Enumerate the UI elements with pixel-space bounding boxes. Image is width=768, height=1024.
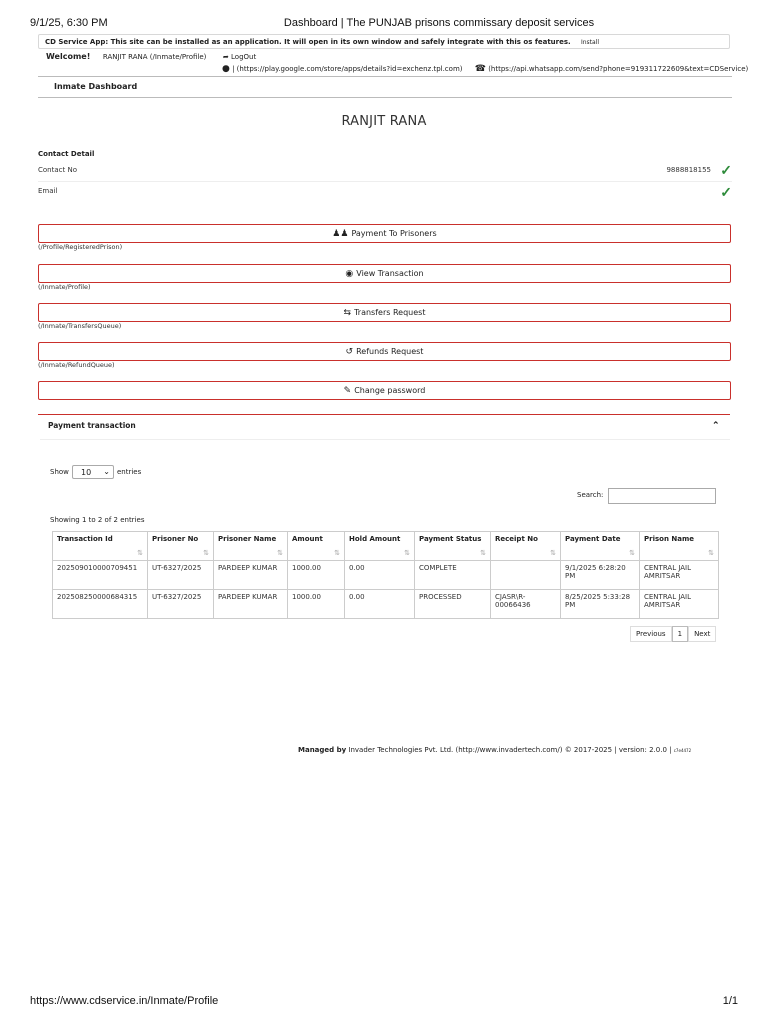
- payment-to-prisoners-url: (/Profile/RegisteredPrison): [38, 243, 123, 251]
- dashboard-title: Inmate Dashboard: [54, 82, 138, 91]
- footer-text: Invader Technologies Pvt. Ltd. (http://www.invadertech.com/) © 2017-2025 | version: 2.0.0 |: [346, 746, 672, 754]
- pagination: [630, 626, 716, 642]
- sort-icon: ⇅: [334, 549, 340, 557]
- table-cell: UT-6327/2025: [148, 561, 214, 590]
- print-title-text: Dashboard | The PUNJAB prisons commissary deposit services: [283, 17, 595, 29]
- payment-transaction-title: Payment transaction: [48, 421, 136, 430]
- showing-entries-info: Showing 1 to 2 of 2 entries: [50, 516, 145, 524]
- refunds-request-label: Refunds Request: [356, 347, 424, 356]
- column-header-label: Payment Date: [565, 535, 621, 543]
- panel-top-border: [38, 414, 730, 415]
- page-1-button[interactable]: 1: [672, 626, 688, 642]
- entries-per-page-select[interactable]: [72, 465, 114, 479]
- logout-link[interactable]: [223, 53, 256, 61]
- column-header[interactable]: [415, 532, 491, 561]
- entries-per-page-value: 10: [81, 468, 92, 477]
- print-datetime: 9/1/25, 6:30 PM: [30, 17, 108, 29]
- print-url: https://www.cdservice.in/Inmate/Profile: [30, 995, 219, 1007]
- sort-icon: ⇅: [629, 549, 635, 557]
- column-header[interactable]: [288, 532, 345, 561]
- chevron-down-icon: ⌄: [103, 467, 110, 476]
- column-header[interactable]: [214, 532, 288, 561]
- entries-label: entries: [117, 468, 142, 476]
- header-divider: [38, 76, 732, 77]
- panel-header-divider: [40, 439, 730, 440]
- inmate-name: RANJIT RANA: [341, 114, 427, 129]
- logout-icon: ➦: [222, 53, 229, 61]
- welcome-text: Welcome!: [46, 52, 91, 61]
- eye-icon: ◉: [345, 269, 354, 279]
- welcome-row: [46, 52, 256, 61]
- column-header[interactable]: [561, 532, 640, 561]
- view-transaction-button[interactable]: [38, 264, 731, 283]
- table-cell: 202509010000709451: [53, 561, 148, 590]
- user-profile-link[interactable]: RANJIT RANA (/Inmate/Profile): [102, 53, 207, 61]
- table-cell: CENTRAL JAIL AMRITSAR: [640, 590, 719, 619]
- column-header-label: Hold Amount: [349, 535, 401, 543]
- column-header[interactable]: [53, 532, 148, 561]
- column-header-label: Prisoner Name: [218, 535, 277, 543]
- table-header-row: [53, 532, 719, 561]
- sort-icon: ⇅: [277, 549, 283, 557]
- column-header[interactable]: [345, 532, 415, 561]
- pencil-icon: ✎: [343, 386, 352, 396]
- transfers-request-url: (/Inmate/TransfersQueue): [38, 322, 122, 330]
- view-transaction-label: View Transaction: [356, 269, 424, 278]
- users-icon: ♟♟: [332, 229, 349, 239]
- table-cell: CENTRAL JAIL AMRITSAR: [640, 561, 719, 590]
- column-header[interactable]: [491, 532, 561, 561]
- column-header[interactable]: [640, 532, 719, 561]
- column-header-label: Transaction Id: [57, 535, 113, 543]
- column-header-label: Receipt No: [495, 535, 538, 543]
- print-page-number: 1/1: [722, 995, 738, 1007]
- android-icon: ●: [222, 64, 230, 74]
- contact-divider: [38, 181, 732, 182]
- sort-icon: ⇅: [708, 549, 714, 557]
- sort-icon: ⇅: [550, 549, 556, 557]
- footer-build-hash: c7e4472: [673, 748, 692, 753]
- table-row: [53, 561, 719, 590]
- payment-to-prisoners-button[interactable]: [38, 224, 731, 243]
- search-input[interactable]: [608, 488, 716, 504]
- footer: [298, 746, 691, 754]
- install-banner: [38, 34, 730, 49]
- refunds-request-url: (/Inmate/RefundQueue): [38, 361, 115, 369]
- contact-heading: Contact Detail: [38, 150, 95, 158]
- column-header-label: Amount: [292, 535, 323, 543]
- app-links-row: [222, 64, 748, 74]
- table-cell: PARDEEP KUMAR: [214, 561, 288, 590]
- transfers-request-label: Transfers Request: [354, 308, 426, 317]
- contact-no-label: Contact No: [38, 166, 77, 174]
- search-label: Search:: [577, 491, 604, 499]
- whatsapp-url: (https://api.whatsapp.com/send?phone=919311722609&text=CDService): [488, 65, 749, 73]
- change-password-button[interactable]: [38, 381, 731, 400]
- title-divider: [38, 97, 732, 98]
- sort-icon: ⇅: [137, 549, 143, 557]
- payment-transaction-table: [52, 531, 719, 619]
- play-store-link[interactable]: | (https://play.google.com/store/apps/details?id=exchenz.tpl.com): [232, 65, 463, 73]
- exchange-icon: ⇆: [343, 308, 352, 318]
- column-header-label: Payment Status: [419, 535, 482, 543]
- transfers-request-button[interactable]: [38, 303, 731, 322]
- banner-app-name: CD Service App:: [45, 38, 109, 46]
- whatsapp-icon: ☎: [474, 64, 486, 74]
- table-cell: 1000.00: [288, 561, 345, 590]
- print-page-title: [0, 17, 768, 29]
- banner-message: This site can be installed as an application. It will open in its own window and safely integrate with this os features.: [108, 38, 571, 46]
- refunds-request-button[interactable]: [38, 342, 731, 361]
- payment-to-prisoners-label: Payment To Prisoners: [351, 229, 437, 238]
- table-cell: PARDEEP KUMAR: [214, 590, 288, 619]
- previous-page-button[interactable]: Previous: [630, 626, 672, 642]
- undo-icon: ↺: [345, 347, 354, 357]
- show-label: Show: [50, 468, 69, 476]
- column-header-label: Prisoner No: [152, 535, 199, 543]
- column-header-label: Prison Name: [644, 535, 695, 543]
- table-cell: 1000.00: [288, 590, 345, 619]
- table-cell: 0.00: [345, 590, 415, 619]
- sort-icon: ⇅: [203, 549, 209, 557]
- table-cell: 9/1/2025 6:28:20 PM: [561, 561, 640, 590]
- change-password-label: Change password: [354, 386, 426, 395]
- whatsapp-link[interactable]: [475, 65, 749, 73]
- table-cell: PROCESSED: [415, 590, 491, 619]
- view-transaction-url: (/Inmate/Profile): [38, 283, 91, 291]
- email-label: Email: [38, 187, 58, 195]
- table-cell: 0.00: [345, 561, 415, 590]
- table-cell: [491, 561, 561, 590]
- column-header[interactable]: [148, 532, 214, 561]
- email-verified-check-icon: ✓: [720, 184, 732, 200]
- table-cell: 202508250000684315: [53, 590, 148, 619]
- table-cell: 8/25/2025 5:33:28 PM: [561, 590, 640, 619]
- footer-managed-by: Managed by: [298, 746, 347, 754]
- sort-icon: ⇅: [404, 549, 410, 557]
- table-cell: CJASR\R-00066436: [491, 590, 561, 619]
- chevron-up-icon[interactable]: ⌃: [712, 420, 720, 430]
- table-row: [53, 590, 719, 619]
- sort-icon: ⇅: [480, 549, 486, 557]
- logout-label: LogOut: [231, 53, 257, 61]
- phone-verified-check-icon: ✓: [720, 162, 732, 178]
- install-button[interactable]: Install: [580, 39, 599, 46]
- table-cell: COMPLETE: [415, 561, 491, 590]
- table-cell: UT-6327/2025: [148, 590, 214, 619]
- next-page-button[interactable]: Next: [688, 626, 716, 642]
- contact-no-value: 9888818155: [666, 166, 711, 174]
